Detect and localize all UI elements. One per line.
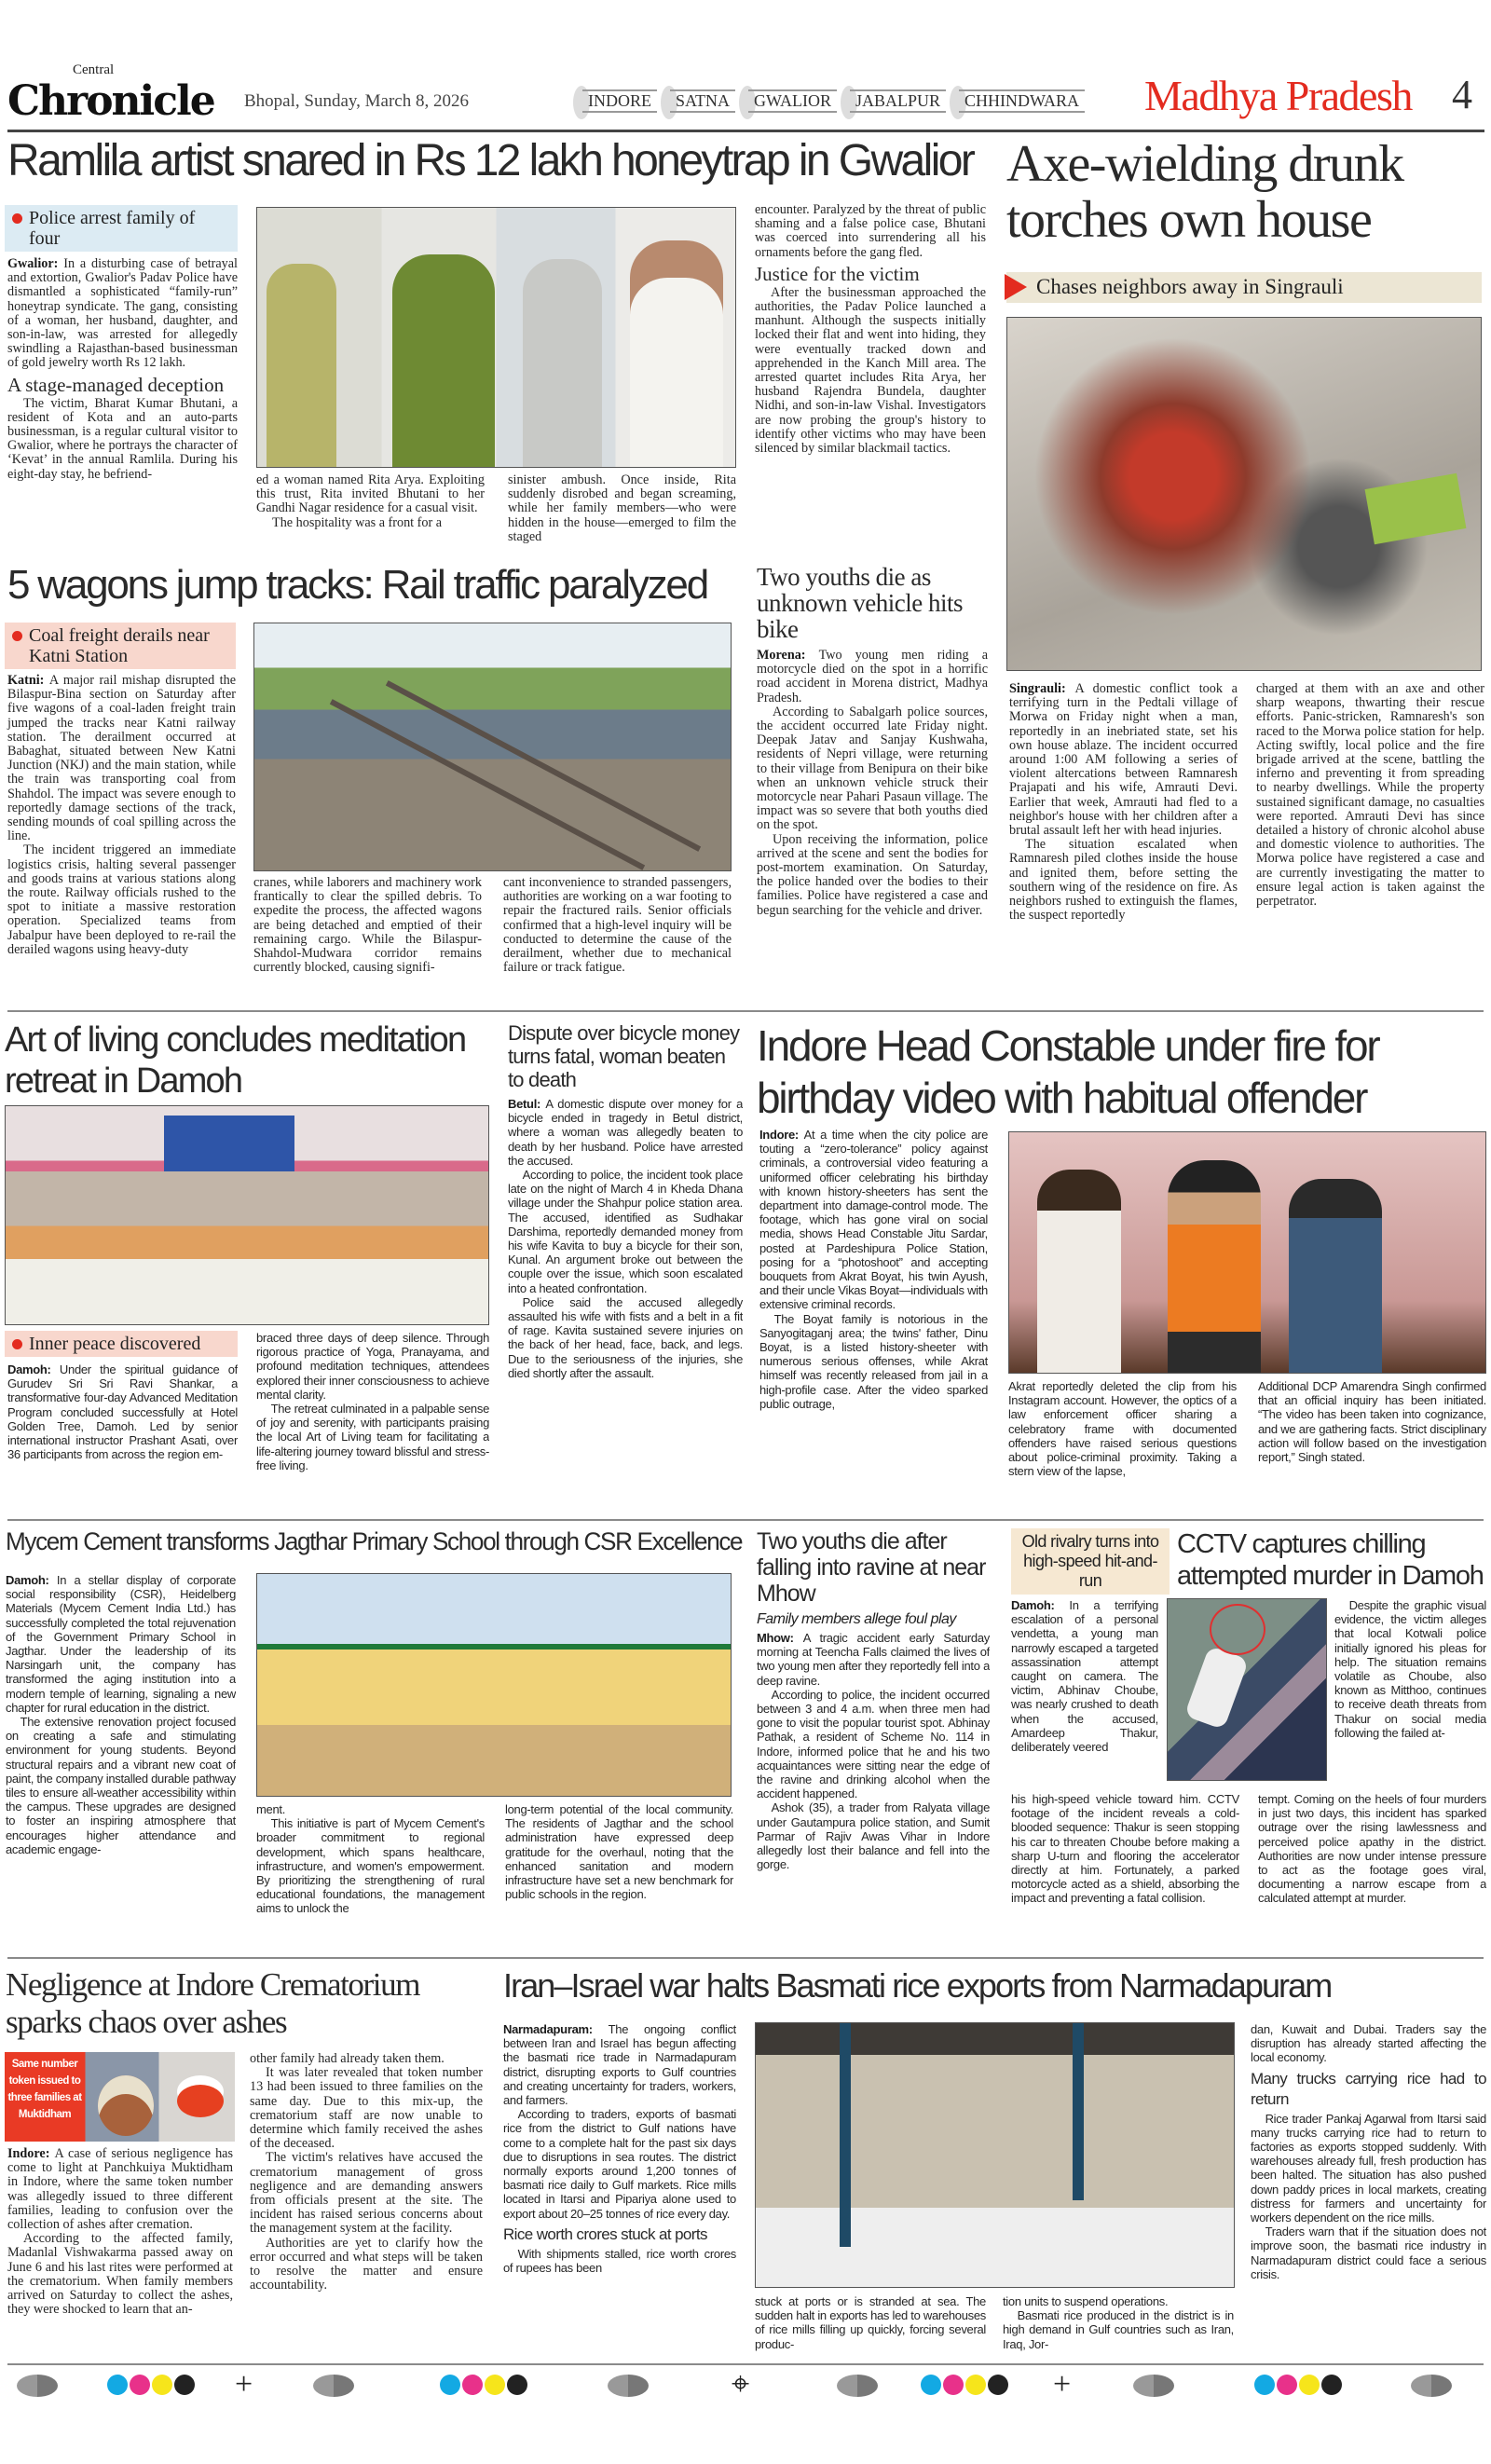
paragraph: Narmadapuram: The ongoing conflict between Iran and Israel has begun affecting the basmati rice trade in Narmadapuram district, disrupting exports to Gulf countries and creating uncertainty for traders, workers, and farmers. bbox=[503, 2022, 736, 2108]
paragraph: Akrat reportedly deleted the clip from his Instagram account. However, the optics of a law enforcement officer sharing a celebratory frame with documented offenders have raised serious questions about police-criminal proximity. Taking a stern view of the lapse, bbox=[1008, 1379, 1237, 1479]
color-dot bbox=[462, 2375, 483, 2395]
paragraph: The victim, Bharat Kumar Bhutani, a resident of Kota and an auto-parts businessman, is a regular cultural visitor to Gwalior, where he portrays the character of ‘Kevat’ in the annual Ramlila. During his eight-day stay, he befriend- bbox=[7, 395, 238, 482]
article-ramlila-col1 bbox=[5, 257, 238, 555]
paragraph: other family had already taken them. bbox=[250, 2052, 445, 2066]
color-dot bbox=[152, 2375, 172, 2395]
section-divider bbox=[7, 1010, 1484, 1012]
warehouse-pillar bbox=[840, 2023, 851, 2247]
article-mhow-col1 bbox=[757, 1631, 990, 1946]
paragraph: Police said the accused allegedly assaulted his wife with fists and a belt in a fit of rage. Kavita sustained severe injuries on the back of her head, face, back, and legs. Due to the seriousness of the injuries, she died shortly after the assault. bbox=[508, 1294, 743, 1380]
cmyk-color-bar bbox=[440, 2375, 527, 2395]
registration-mark bbox=[837, 2375, 878, 2397]
page-number: 4 bbox=[1452, 72, 1472, 117]
article-rice-col1 bbox=[503, 2022, 736, 2356]
color-dot bbox=[485, 2375, 505, 2395]
paragraph: Morena: Two young men riding a motorcycle died on the spot in a horrific road accident in Morena district, Madhya Pradesh. bbox=[757, 649, 988, 705]
paragraph: According to the affected family, Madanlal Vishwakarma passed away on June 6 and his last rites were performed at the crematorium. When family members arrived on Saturday to collect the ashes, they were shocked to learn that an- bbox=[7, 2231, 233, 2318]
registration-mark bbox=[608, 2375, 649, 2397]
warehouse-pillar bbox=[1073, 2023, 1084, 2200]
dateline: Morena: bbox=[757, 649, 819, 663]
paragraph: The extensive renovation project focused on creating a safe and stimulating environment for young students. Beyond structural repairs and a vibrant new coat of paint, the company installed durable pathway tiles to ensure all-weather accessibility within the campus. These upgrades are designed to foster an inspiring atmosphere that encourages higher attendance and academic engage- bbox=[6, 1715, 236, 1856]
article-constable-col1 bbox=[759, 1128, 988, 1512]
photo-arrested-family bbox=[256, 207, 736, 468]
art-of-living-left-column bbox=[5, 1331, 238, 1512]
cctv-header bbox=[1011, 1528, 1488, 1595]
crosshair-mark: + bbox=[235, 2367, 253, 2402]
paragraph: Indore: A case of serious negligence has come to light at Panchkuiya Muktidham in Indore, where the same token number was allegedly issued to three different families, leading to confusion over the collection of ashes after cremation. bbox=[7, 2147, 233, 2233]
color-dot bbox=[174, 2375, 195, 2395]
paragraph: The retreat culminated in a palpable sense of joy and serenity, with participants praising the local Art of Living team for facilitating a life-altering journey toward blissful and stress-free living. bbox=[256, 1402, 489, 1472]
dateline: Mhow: bbox=[757, 1631, 803, 1645]
paragraph: Basmati rice produced in the district is in high demand in Gulf countries such as Iran, Iraq, Jor- bbox=[1003, 2308, 1234, 2351]
color-dot bbox=[1321, 2375, 1342, 2395]
wagons-left-column bbox=[5, 623, 236, 999]
photo-cctv-footage bbox=[1167, 1598, 1327, 1781]
article-cctv-col2 bbox=[1334, 1598, 1486, 1790]
article-rice-col4 bbox=[1251, 2022, 1486, 2356]
story-mhow bbox=[757, 1528, 990, 1946]
dateline: Indore: bbox=[759, 1128, 804, 1142]
article-crematorium-col2 bbox=[250, 2052, 483, 2356]
paragraph: Katni: A major rail mishap disrupted the Bilaspur-Bina section on Saturday after five wagons of a coal-laden freight train jumped the tracks near Katni railway station. The derailment occurred at Babaghat, situated between New Katni Junction (NKJ) and the main station, while the train was transporting coal from Shahdol. The impact was severe enough to reportedly damage sections of the track, sending mounds of coal spilling across the line. bbox=[7, 674, 236, 844]
paragraph: Betul: A domestic dispute over money for a bicycle ended in tragedy in Betul district, where a woman was allegedly beaten to death by her husband. Police have arrested the accused. bbox=[508, 1097, 743, 1168]
story-art-of-living bbox=[5, 1020, 499, 1512]
photo-ashes-urn bbox=[5, 2052, 235, 2142]
paragraph: According to Sabalgarh police sources, the accident occurred late Friday night. Deepak Jatav and Sanjay Kushwaha, residents of Nepri village, were returning to their village from Benipura on their bike when an unknown vehicle struck their motorcycle near Pahari Pasaun village. The impact was so severe that both youths died on the spot. bbox=[757, 704, 988, 833]
article-ramlila-col3 bbox=[508, 473, 736, 555]
photo-birthday-celebration bbox=[1008, 1131, 1486, 1374]
article-cctv-col4 bbox=[1258, 1792, 1486, 1946]
paragraph: braced three days of deep silence. Through rigorous practice of Yoga, Pranayama, and profound meditation techniques, attendees explored their inner consciousness to achieve mental clarity. bbox=[256, 1331, 489, 1402]
color-dot bbox=[1254, 2375, 1275, 2395]
article-mycem-col2 bbox=[256, 1802, 485, 1946]
color-dot bbox=[130, 2375, 150, 2395]
article-morena-col1 bbox=[757, 649, 988, 999]
cmyk-color-bar bbox=[1254, 2375, 1342, 2395]
crosshair-target-mark: ⌖ bbox=[732, 2367, 750, 2402]
headline-rice: Iran–Israel war halts Basmati rice exports from Narmadapuram bbox=[503, 1966, 1332, 2005]
color-dot bbox=[1299, 2375, 1320, 2395]
kicker-text: Coal freight derails near Katni Station bbox=[29, 625, 210, 666]
person-figure-3 bbox=[523, 259, 602, 468]
registration-mark bbox=[313, 2375, 354, 2397]
paragraph: The incident triggered an immediate logistics crisis, halting several passenger and goods trains at various stations along the route. Railway officials rushed to the spot to initiate a massive restoration operation. Specialized teams from Jabalpur have been deployed to re-rail the derailed wagons using heavy-duty bbox=[7, 842, 236, 957]
article-constable-col2 bbox=[1008, 1379, 1237, 1512]
bullet-dot-icon bbox=[12, 631, 22, 641]
dateline: Narmadapuram: bbox=[503, 2022, 609, 2036]
constable-body bbox=[757, 1128, 1491, 1512]
article-betul-col1 bbox=[508, 1097, 743, 1512]
headline-morena: Two youths die as unknown vehicle hits bike bbox=[757, 564, 963, 643]
person-with-bouquet bbox=[1168, 1160, 1261, 1374]
section-title: Madhya Pradesh bbox=[1144, 72, 1412, 119]
article-wagons-col1 bbox=[5, 674, 236, 999]
headline-crematorium: Negligence at Indore Crematorium sparks chaos over ashes bbox=[6, 1966, 420, 2040]
bottom-rule bbox=[7, 2363, 1484, 2365]
paragraph: sinister ambush. Once inside, Rita suddenly disrobed and began screaming, while her family members—who were hidden in the house—emerged to film the staged bbox=[508, 473, 736, 544]
headline-wagons: 5 wagons jump tracks: Rail traffic paralyzed bbox=[7, 562, 707, 608]
car bbox=[1184, 1646, 1250, 1731]
article-art-of-living-col2 bbox=[256, 1331, 489, 1512]
article-rice-col2 bbox=[755, 2294, 986, 2356]
paragraph: Gwalior: In a disturbing case of betrayal and extortion, Gwalior's Padav Police have dismantled a sophisticated “family-run” honeytrap syndicate. The gang, consisting of a woman, her husband, daughter, and son-in-law, was arrested for allegedly swindling a Rajasthan-based businessman of gold jewelry worth Rs 12 lakh. bbox=[7, 257, 238, 371]
subheading: Justice for the victim bbox=[755, 262, 920, 285]
ramlila-left-column bbox=[5, 205, 238, 555]
story-betul bbox=[508, 1021, 743, 1512]
crosshair-mark: + bbox=[1053, 2367, 1072, 2402]
rail-track bbox=[330, 699, 645, 870]
logo-small: Central bbox=[73, 62, 115, 77]
paragraph: It was later revealed that token number 13 had been issued to three families on the same day. Due to this mix-up, the crematorium staff are now unable to determine which family received the ashes of the deceased. bbox=[250, 2065, 483, 2152]
paragraph: ment. bbox=[256, 1802, 286, 1816]
paragraph: Damoh: Under the spiritual guidance of Gurudev Sri Sri Ravi Shankar, a transformative four-day Advanced Meditation Program concluded successfully at Hotel Golden Tree, Damoh. Led by senior international instructor Prashant Asati, over 36 participants from across the region em- bbox=[7, 1362, 238, 1462]
article-cctv-col1 bbox=[1011, 1598, 1158, 1790]
dateline: Gwalior: bbox=[7, 257, 64, 271]
paragraph: Additional DCP Amarendra Singh confirmed that an official inquiry has been initiated. “The video has been taken into cognizance, and we are gathering facts. Strict disciplinary action will follow based on the investigation report,” Singh stated. bbox=[1258, 1379, 1486, 1465]
article-axe-col2 bbox=[1256, 682, 1484, 999]
paragraph: Authorities are yet to clarify how the error occurred and what steps will be taken to resolve the matter and ensure accountability. bbox=[250, 2235, 483, 2293]
paragraph: Singrauli: A domestic conflict took a terrifying turn in the Pedtali village of Morwa on Friday night when a man, reportedly in an inebriated state, set his own house ablaze. The incident occurred around 1:00 AM following a series of violent altercations between Ramnaresh Prajapati and his wife, Amrauti Devi. Earlier that week, Amrauti had fled to a neighbor's house with her children after a brutal assault left her with head injuries. bbox=[1009, 682, 1238, 839]
kicker-wagons bbox=[5, 623, 236, 669]
rail-track bbox=[386, 680, 701, 852]
subhead-mhow: Family members allege foul play bbox=[757, 1611, 956, 1627]
paragraph: According to traders, exports of basmati rice from the district to Gulf nations have come to a complete halt for the past six days due to disruptions in sea routes. The district normally exports around 1,200 tonnes of basmati rice daily to Gulf markets. Rice mills located in Itarsi and Pipariya alone used to export about 20–25 tonnes of rice every day. bbox=[503, 2107, 736, 2221]
dateline: Katni: bbox=[7, 674, 49, 688]
city-tab-indore[interactable]: INDORE bbox=[582, 89, 657, 113]
green-tray bbox=[1365, 473, 1467, 544]
paragraph: The Boyat family is notorious in the Sanyogitaganj area; the twins' father, Dinu Boyat, is a listed history-sheeter with numerous serious offenses, while Akrat himself was recently released from jail in a high-profile case. After the video sparked public outrage, bbox=[759, 1311, 988, 1411]
bullet-dot-icon bbox=[12, 213, 22, 224]
color-dot bbox=[988, 2375, 1008, 2395]
paragraph: After the businessman approached the authorities, the Padav Police launched a manhunt. Although the suspects initially locked their flat and went into hiding, they were eventually tracked down and apprehended in the Kanch Mill area. The arrested quartet includes Rita Arya, her husband Rajendra Bundela, daughter Nidhi, and son-in-law Vishal. Investigators are now probing the group's history to identify other victims who may have been silenced by similar blackmail tactics. bbox=[755, 284, 986, 457]
article-wagons-col3 bbox=[503, 876, 732, 999]
person-figure bbox=[1037, 1170, 1121, 1374]
person-figure-4 bbox=[630, 240, 723, 468]
article-mycem-col1 bbox=[6, 1573, 236, 1946]
color-dot bbox=[965, 2375, 986, 2395]
kicker-axe bbox=[1006, 272, 1482, 303]
edition-dateline: Bhopal, Sunday, March 8, 2026 bbox=[244, 91, 469, 111]
paragraph: The hospitality was a front for a bbox=[272, 514, 443, 530]
dateline: Damoh: bbox=[6, 1573, 57, 1587]
dateline: Betul: bbox=[508, 1097, 546, 1111]
article-constable-col3 bbox=[1258, 1379, 1486, 1512]
flower-cloth bbox=[177, 2085, 224, 2117]
headline-constable: Indore Head Constable under fire for birthday video with habitual offender bbox=[757, 1021, 1379, 1122]
dateline: Damoh: bbox=[7, 1362, 60, 1376]
paragraph: Rice trader Pankaj Agarwal from Itarsi said many trucks carrying rice had to return to factories as exports stopped suddenly. With warehouses already full, fresh production has been halted. The situation has also pushed down paddy prices in local markets, creating distress for farmers and uncertainty for workers dependent on the rice mills. bbox=[1251, 2111, 1486, 2225]
paragraph: cant inconvenience to stranded passengers, authorities are working on a war footing to repair the fractured rails. Senior officials confirmed that a high-level inquiry will be conducted to determine the cause of the derailment, whether due to mechanical failure or track fatigue. bbox=[503, 876, 732, 976]
article-ramlila-col2 bbox=[256, 473, 485, 555]
story-morena bbox=[757, 564, 988, 999]
cctv-body bbox=[1011, 1598, 1488, 1946]
kicker-text: Chases neighbors away in Singrauli bbox=[1036, 275, 1344, 298]
paragraph: The victim's relatives have accused the crematorium management of gross negligence and are demanding answers from officials present at the site. The incident has raised serious concerns about the management system at the facility. bbox=[250, 2150, 483, 2237]
dateline: Indore: bbox=[7, 2147, 55, 2161]
city-tab-satna[interactable]: SATNA bbox=[670, 89, 735, 113]
photo-rice-warehouse bbox=[755, 2022, 1235, 2288]
paragraph: stuck at ports or is stranded at sea. The sudden halt in exports has led to warehouses of rice mills filling up quickly, forcing several produc- bbox=[755, 2294, 986, 2351]
kicker-text: Inner peace discovered bbox=[29, 1334, 201, 1354]
color-dot bbox=[921, 2375, 941, 2395]
paragraph: tempt. Coming on the heels of four murders in just two days, this incident has sparked outrage over the rising lawlessness and perceived police apathy in the district. Authorities are now under intense pressure to act as the footage goes viral, documenting a narrow escape from a calculated attempt at murder. bbox=[1258, 1792, 1486, 1906]
story-constable bbox=[757, 1020, 1491, 1512]
headline-betul: Dispute over bicycle money turns fatal, woman beaten to death bbox=[508, 1021, 740, 1091]
highlight-circle bbox=[1210, 1604, 1265, 1655]
photo-burnt-house bbox=[1006, 317, 1482, 671]
color-dot bbox=[943, 2375, 964, 2395]
paragraph: charged at them with an axe and other sharp weapons, thwarting their rescue efforts. Panic-stricken, Ramnaresh's son raced to the Morwa police station for help. Acting swiftly, local police and the fire brigade arrived at the scene, battling the inferno and preventing it from spreading to nearby dwellings. While the property sustained significant damage, no casualties were reported. Amrauti Devi has since detailed a history of chronic alcohol abuse and domestic violence to authorities. The Morwa police have registered a case and are currently investigating the matter to ensure legal action is taken against the perpetrator. bbox=[1256, 682, 1484, 910]
article-cctv-col3 bbox=[1011, 1792, 1239, 1946]
paragraph: The situation escalated when Ramnaresh piled clothes inside the house and ignited them, before setting the southern wing of the residence on fire. As neighbors rushed to extinguish the flames, the suspect reportedly bbox=[1009, 837, 1238, 924]
photo-meditation-group bbox=[5, 1105, 489, 1325]
paragraph: Despite the graphic visual evidence, the victim alleges that local Kotwali police initially ignored his pleas for help. The situation remains volatile as Choube, also known as Mitthoo, continues to receive death threats from Thakur on social media following the failed at- bbox=[1334, 1598, 1486, 1740]
subheading: Rice worth crores stuck at ports bbox=[503, 2224, 707, 2243]
logo-main: Chronicle bbox=[7, 77, 214, 125]
person-figure-1 bbox=[267, 264, 336, 468]
bullet-dot-icon bbox=[12, 1339, 22, 1349]
article-rice-col3 bbox=[1003, 2294, 1234, 2356]
person-figure bbox=[1289, 1179, 1382, 1374]
article-art-of-living-col1 bbox=[5, 1362, 238, 1512]
headline-mycem: Mycem Cement transforms Jagthar Primary School through CSR Excellence bbox=[6, 1527, 743, 1555]
article-axe-col1 bbox=[1009, 682, 1238, 999]
masthead-logo bbox=[7, 63, 231, 127]
paragraph: Traders warn that if the situation does not improve soon, the basmati rice industry in Narmadapuram district could face a serious crisis. bbox=[1251, 2224, 1486, 2281]
story-cctv bbox=[1011, 1528, 1488, 1946]
kicker-text: Police arrest family of four bbox=[29, 208, 196, 249]
image-caption: Same number token issued to three families at Muktidham bbox=[7, 2059, 82, 2120]
registration-mark bbox=[1411, 2375, 1452, 2397]
article-ramlila-col4 bbox=[755, 203, 986, 557]
art-of-living-body bbox=[5, 1102, 499, 1512]
person-figure-2 bbox=[392, 254, 495, 468]
paragraph: long-term potential of the local community. The residents of Jagthar and the school administration have expressed deep gratitude for the overhaul, noting that the enhanced sanitation and modern infrastructure have set a new benchmark for public schools in the region. bbox=[505, 1802, 733, 1902]
section-divider bbox=[7, 1519, 1484, 1521]
color-dot bbox=[107, 2375, 128, 2395]
headline-art-of-living: Art of living concludes meditation retreat in Damoh bbox=[5, 1020, 466, 1101]
kicker-cctv: Old rivalry turns into high-speed hit-and-run bbox=[1011, 1528, 1170, 1595]
color-dot bbox=[1277, 2375, 1297, 2395]
paragraph: Mhow: A tragic accident early Saturday morning at Teencha Falls claimed the lives of two young men after they reportedly fell into a deep ravine. bbox=[757, 1631, 990, 1688]
city-tab-gwalior[interactable]: GWALIOR bbox=[748, 89, 837, 113]
paragraph: Indore: At a time when the city police are touting a “zero-tolerance” policy against criminals, a controversial video featuring a uniformed officer celebrating his birthday with known history-sheeters has sent the department into damage-control mode. The footage, which has gone viral on social media, shows Head Constable Jitu Sardar, posted at Pardeshipura Police Station, posing for a “photoshoot” and accepting bouquets from Akrat Boyat, his twin Ayush, and their uncle Vikas Boyat—individuals with extensive criminal records. bbox=[759, 1128, 988, 1312]
paragraph: ed a woman named Rita Arya. Exploiting this trust, Rita invited Bhutani to her Gandhi Nagar residence for a casual visit. bbox=[256, 473, 485, 516]
paragraph: According to police, the incident took place late on the night of March 4 in Kheda Dhana village under the Shahpur police station area. The accused, identified as Sudhakar Darshima, reportedly demanded money from his wife Kavita to buy a bicycle for their son, Kunal. An argument broke out between the couple over the issue, which soon escalated into a heated confrontation. bbox=[508, 1168, 743, 1295]
school-roof-line bbox=[257, 1644, 731, 1650]
article-crematorium-col1 bbox=[7, 2147, 233, 2356]
city-tab-chhindwara[interactable]: CHHINDWARA bbox=[959, 89, 1085, 113]
headline-axe: Axe-wielding drunk torches own house bbox=[1006, 135, 1403, 249]
cmyk-color-bar bbox=[921, 2375, 1008, 2395]
registration-mark bbox=[17, 2375, 58, 2397]
cmyk-color-bar bbox=[107, 2375, 195, 2395]
subheading: A stage-managed deception bbox=[7, 373, 225, 396]
dateline: Damoh: bbox=[1011, 1598, 1070, 1612]
section-divider bbox=[7, 1957, 1484, 1959]
paragraph: Upon receiving the information, police arrived at the scene and sent the bodies for post-mortem examination. On Saturday, the police handed over the bodies to their families. Police have registered a case and begun searching for the vehicle and driver. bbox=[757, 831, 988, 918]
color-dot bbox=[507, 2375, 527, 2395]
paragraph: With shipments stalled, rice worth crores of rupees has been bbox=[503, 2246, 736, 2276]
paragraph: According to police, the incident occurred between 3 and 4 a.m. when three men had gone to visit the popular tourist spot. Abhinay Pathak, a resident of Scheme No. 114 in Indore, informed police that he and his two acquaintances were sitting near the edge of the ravine and drinking alcohol when the accident happened. bbox=[757, 1687, 990, 1801]
headline-ramlila: Ramlila artist snared in Rs 12 lakh honeytrap in Gwalior bbox=[7, 136, 974, 185]
triangle-arrow-icon bbox=[1005, 274, 1027, 300]
kicker-ramlila bbox=[5, 205, 238, 252]
article-mycem-col3 bbox=[505, 1802, 733, 1946]
subheading: Many trucks carrying rice had to return bbox=[1251, 2069, 1486, 2108]
paragraph: This initiative is part of Mycem Cement's broader commitment to regional development, which spans healthcare, infrastructure, and women's empowerment. By prioritizing the strengthening of rural educational foundations, the management aims to unlock the bbox=[256, 1816, 485, 1916]
dateline: Singrauli: bbox=[1009, 682, 1075, 696]
photo-derailed-wagons bbox=[253, 623, 732, 871]
headline-cctv: CCTV captures chilling attempted murder in Damoh bbox=[1177, 1529, 1484, 1591]
paragraph: dan, Kuwait and Dubai. Traders say the disruption has already started affecting the local economy. bbox=[1251, 2022, 1486, 2065]
paragraph: Damoh: In a terrifying escalation of a personal vendetta, a young man narrowly escaped a targeted assassination attempt caught on camera. The victim, Abhinav Choube, was nearly crushed to death when the accused, Amardeep Thakur, deliberately veered bbox=[1011, 1598, 1158, 1755]
paragraph: encounter. Paralyzed by the threat of public shaming and a false police case, Bhutani was coerced into surrendering all his ornaments before the gang fled. bbox=[755, 203, 986, 260]
city-tab-jabalpur[interactable]: JABALPUR bbox=[850, 89, 946, 113]
photo-renovated-school bbox=[256, 1573, 732, 1797]
banner bbox=[164, 1116, 294, 1171]
color-dot bbox=[440, 2375, 460, 2395]
paragraph: Ashok (35), a trader from Ralyata village under Gautampura police station, and Sumit Parmar of Rajiv Awas Vihar in Indore allegedly lost their balance and fell into the gorge. bbox=[757, 1800, 990, 1872]
article-wagons-col2 bbox=[253, 876, 482, 999]
city-editions bbox=[582, 89, 1094, 113]
paragraph: tion units to suspend operations. bbox=[1003, 2294, 1169, 2308]
clay-pot bbox=[98, 2075, 154, 2136]
paragraph: Damoh: In a stellar display of corporate social responsibility (CSR), Heidelberg Materials (Mycem Cement India Ltd.) has successfully completed the total rejuvenation of the Government Primary School in Jagthar. Under the leadership of its Narsingarh unit, the company has transformed the aging institution into a modern temple of learning, signaling a new chapter for rural education in the district. bbox=[6, 1573, 236, 1715]
kicker-art-of-living bbox=[5, 1331, 238, 1357]
headline-mhow: Two youths die after falling into ravine at near Mhow bbox=[757, 1528, 986, 1607]
registration-mark bbox=[1133, 2375, 1174, 2397]
masthead-rule bbox=[7, 130, 1484, 132]
paragraph: cranes, while laborers and machinery work frantically to clear the spilled debris. To expedite the process, the affected wagons are being detached and emptied of their remaining cargo. While the Bilaspur-Shahdol-Mudwara corridor remains currently blocked, causing signifi- bbox=[253, 876, 482, 976]
paragraph: his high-speed vehicle toward him. CCTV footage of the incident reveals a cold-blooded sequence: Thakur is seen stopping his car to threaten Choube before making a sharp U-turn and flooring the accelerator directly at him. Fortunately, a parked motorcycle acted as a shield, absorbing the impact and preventing a fatal collision. bbox=[1011, 1792, 1239, 1906]
